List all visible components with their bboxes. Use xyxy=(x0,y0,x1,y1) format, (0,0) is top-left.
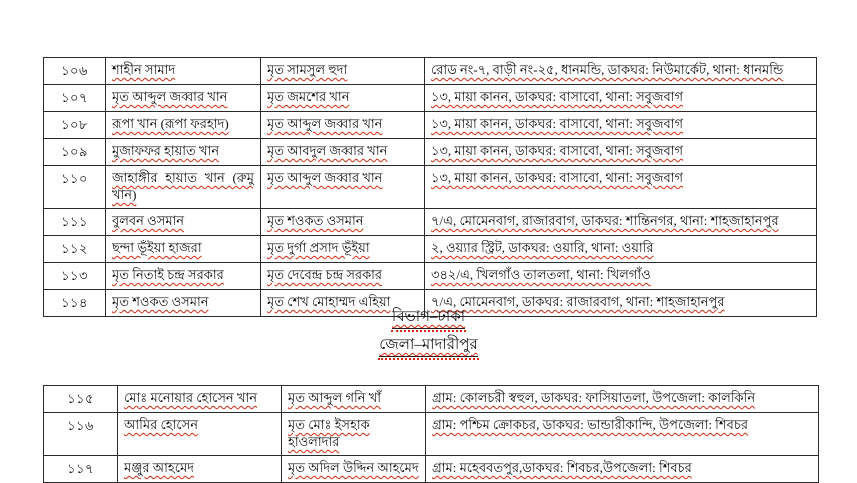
cell-serial xyxy=(44,263,106,290)
address-text: রোড নং-৭, বাড়ী নং-২৫, ধানমন্ডি, ডাকঘর: নিউমার্কেট, থানা: ধানমন্ডি xyxy=(431,62,784,77)
cell-serial xyxy=(44,112,106,139)
serial-text: ১১৭ xyxy=(67,461,94,476)
serial-text: ১১৬ xyxy=(67,418,94,433)
cell-serial xyxy=(44,236,106,263)
cell-father xyxy=(261,112,425,139)
cell-address xyxy=(425,139,817,166)
cell-father xyxy=(282,413,426,456)
district-heading: জেলা–মাদারীপুর xyxy=(379,336,477,357)
serial-text: ১১৪ xyxy=(61,295,88,310)
cell-name xyxy=(106,236,261,263)
serial-text: ১০৮ xyxy=(61,117,88,132)
table-row xyxy=(44,166,817,209)
address-text: গ্রাম: কোলচরী স্বহুল, ডাকঘর: ফাসিয়াতলা, উপজেলা: কালকিনি xyxy=(432,390,756,405)
table-row xyxy=(44,386,819,413)
address-text: ১৩, মায়া কানন, ডাকঘর: বাসাবো, থানা: সবুজবাগ xyxy=(431,116,684,131)
table-row xyxy=(44,263,817,290)
serial-text: ১১০ xyxy=(61,171,88,186)
cell-father xyxy=(261,166,425,209)
cell-father xyxy=(261,58,425,85)
cell-name xyxy=(106,85,261,112)
cell-address xyxy=(425,263,817,290)
cell-serial xyxy=(44,413,118,456)
name-text: আমির হোসেন xyxy=(124,417,198,432)
name-text: শাহীন সামাদ xyxy=(112,62,176,77)
cell-serial xyxy=(44,209,106,236)
name-text: বুলবন ওসমান xyxy=(112,213,185,228)
father-text: মৃত মোঃ ইসহাক হাওলাদার xyxy=(288,417,370,449)
madaripur-list-table xyxy=(43,385,819,483)
address-text: ১৩, মায়া কানন, ডাকঘর: বাসাবো, থানা: সবুজবাগ xyxy=(431,143,684,158)
father-text: মৃত দেবেন্দ্র চন্দ্র সরকার xyxy=(267,267,383,282)
cell-father xyxy=(261,85,425,112)
father-text: মৃত আবদুল জব্বার খান xyxy=(267,143,388,158)
father-text: মৃত শওকত ওসমান xyxy=(267,213,364,228)
cell-address xyxy=(426,386,819,413)
father-text: মৃত অদিল উদ্দিন আহমেদ xyxy=(288,460,419,475)
cell-father xyxy=(261,139,425,166)
serial-text: ১০৬ xyxy=(61,63,88,78)
dhaka-list-table xyxy=(43,57,817,317)
cell-serial xyxy=(44,85,106,112)
cell-address xyxy=(425,112,817,139)
cell-address xyxy=(425,209,817,236)
table-row xyxy=(44,456,819,483)
table-row xyxy=(44,209,817,236)
serial-text: ১১৫ xyxy=(67,391,94,406)
cell-address xyxy=(425,166,817,209)
cell-name xyxy=(106,139,261,166)
father-text: মৃত আব্দুল জব্বার খান xyxy=(267,170,383,185)
serial-text: ১০৯ xyxy=(61,144,88,159)
serial-text: ১১২ xyxy=(61,241,88,256)
cell-father xyxy=(282,456,426,483)
address-text: ১৩, মায়া কানন, ডাকঘর: বাসাবো, থানা: সবুজবাগ xyxy=(431,89,684,104)
cell-serial xyxy=(44,166,106,209)
cell-address xyxy=(426,413,819,456)
address-text: ২, ওয়্যার স্ট্রিট, ডাকঘর: ওয়ারি, থানা: ওয়ারি xyxy=(431,240,654,255)
serial-text: ১১১ xyxy=(61,214,88,229)
serial-text: ১০৭ xyxy=(61,90,88,105)
father-text: মৃত আব্দুল জব্বার খান xyxy=(267,116,383,131)
table-row xyxy=(44,85,817,112)
father-text: মৃত জমশের খান xyxy=(267,89,350,104)
table-row xyxy=(44,139,817,166)
address-text: ৩৪২/এ, খিলগাঁও তালতলা, থানা: খিলগাঁও xyxy=(431,267,651,282)
name-text: মৃত নিতাই চন্দ্র সরকার xyxy=(112,267,224,282)
cell-address xyxy=(425,236,817,263)
cell-name xyxy=(118,386,282,413)
cell-address xyxy=(425,85,817,112)
address-text: ১৩, মায়া কানন, ডাকঘর: বাসাবো, থানা: সবুজবাগ xyxy=(431,170,684,185)
cell-father xyxy=(282,386,426,413)
serial-text: ১১৩ xyxy=(61,268,88,283)
cell-name xyxy=(106,209,261,236)
division-heading: বিভাগ–ঢাকা xyxy=(392,308,465,329)
cell-name xyxy=(118,456,282,483)
table-row xyxy=(44,413,819,456)
cell-name xyxy=(118,413,282,456)
cell-address xyxy=(426,456,819,483)
address-text: ৭/এ, মোমেনবাগ, রাজারবাগ, ডাকঘর: শান্তিনগর, থানা: শাহজাহানপুর xyxy=(431,213,779,228)
cell-father xyxy=(261,209,425,236)
cell-address xyxy=(425,58,817,85)
cell-serial xyxy=(44,456,118,483)
father-text: মৃত আব্দুল গনি খাঁ xyxy=(288,390,382,405)
father-text: মৃত সামসুল হুদা xyxy=(267,62,348,77)
section-headings xyxy=(0,305,857,361)
name-text: মঞ্জুর আহমেদ xyxy=(124,460,194,475)
cell-serial xyxy=(44,386,118,413)
name-text: জাহাঙ্গীর হায়াত খান (রুমু খান) xyxy=(112,170,254,202)
cell-serial xyxy=(44,139,106,166)
table-row xyxy=(44,58,817,85)
cell-name xyxy=(106,166,261,209)
cell-name xyxy=(106,58,261,85)
father-text: মৃত শেখ মোহাম্মদ এহিয়া xyxy=(267,294,391,309)
table-row xyxy=(44,236,817,263)
name-text: ছন্দা ভূঁইয়া হাজরা xyxy=(112,240,202,255)
address-text: গ্রাম: মহেববতপুর,ডাকঘর: শিবচর,উপজেলা: শিবচর xyxy=(432,460,692,475)
cell-father xyxy=(261,236,425,263)
cell-father xyxy=(261,263,425,290)
name-text: মৃত শওকত ওসমান xyxy=(112,294,209,309)
cell-serial xyxy=(44,58,106,85)
name-text: রূপা খান (রূপা ফরহাদ) xyxy=(112,116,229,131)
cell-name xyxy=(106,112,261,139)
name-text: মোঃ মনোয়ার হোসেন খান xyxy=(124,390,258,405)
table-row xyxy=(44,112,817,139)
address-text: ৭/এ, মোমেনবাগ, ডাকঘর: রাজারবাগ, থানা: শাহজাহানপুর xyxy=(431,294,725,309)
madaripur-list-table-body xyxy=(44,386,819,483)
name-text: মুজাফফর হায়াত খান xyxy=(112,143,220,158)
dhaka-list-table-body xyxy=(44,58,817,317)
father-text: মৃত দুর্গা প্রসাদ ভূঁইয়া xyxy=(267,240,370,255)
address-text: গ্রাম: পশ্চিম ক্রোকচর, ডাকঘর: ভান্ডারীকান্দি, উপজেলা: শিবচর xyxy=(432,417,748,432)
name-text: মৃত আব্দুল জব্বার খান xyxy=(112,89,228,104)
cell-name xyxy=(106,263,261,290)
